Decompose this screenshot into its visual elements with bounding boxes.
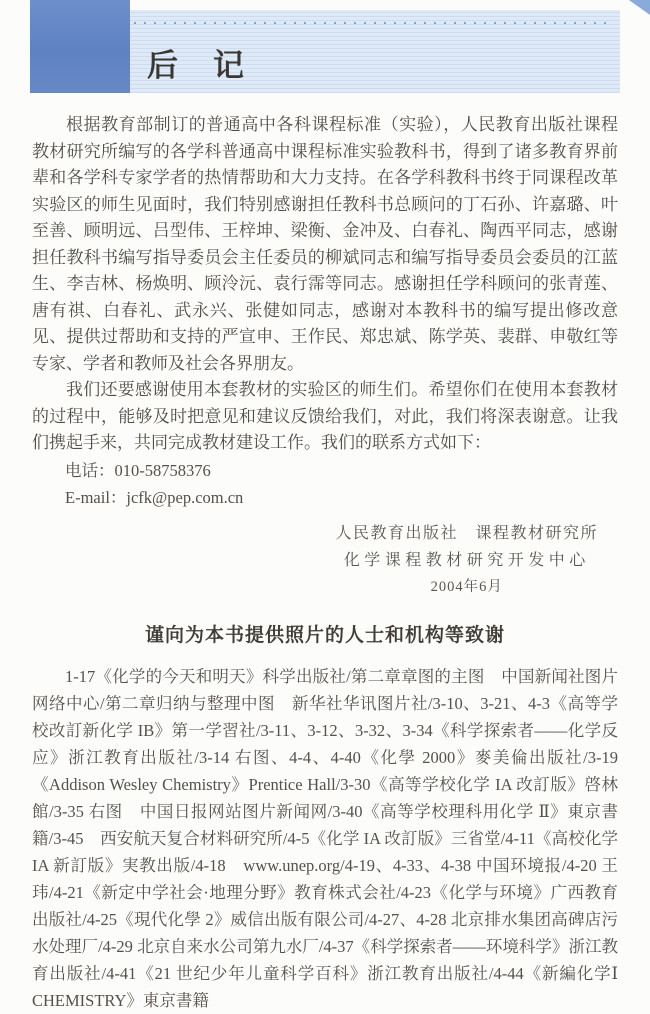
page-body <box>32 112 635 1014</box>
dotted-rule <box>134 22 614 24</box>
contact-phone: 电话：010-58758376 <box>65 460 211 480</box>
signature-date: 2004年6月 <box>430 578 503 595</box>
signature-block <box>32 520 618 600</box>
header-blue-block <box>30 0 130 93</box>
signature-publisher: 人民教育出版社 课程教材研究所 <box>335 524 598 542</box>
corner-triangle-icon <box>629 0 650 15</box>
signature-center: 化学课程教材研究开发中心 <box>343 551 590 569</box>
header-banner <box>130 10 620 93</box>
afterword-paragraph-2: 我们还要感谢使用本套教材的实验区的师生们。希望你们在使用本套教材的过程中，能够及时把意见和建议反馈给我们，对此，我们将深表谢意。让我们携起手来，共同完成教材建设工作。我们的联系方式如下： <box>32 380 618 452</box>
credits-paragraph: 1-17《化学的今天和明天》科学出版社/第二章章图的主图 中国新闻社图片网络中心/第二章归纳与整理中图 新华社华讯图片社/3-10、3-21、4-3《高等学校改訂新化学 IB》第一学習社/3-11、3-12、3-32、3-34《科学探索者——化学反应》浙江教育出版社/3-14 右图、4-4、4-40《化學 2000》麥美倫出版社/3-19《Addison Wesley Chemistry》Prentice Hall/3-30《高等学校化学 IA 改訂版》啓林館/3-35 右图 中国日报网站图片新闻网/3-40《高等学校理科用化学 Ⅱ》東京書籍/3-45 西安航天复合材料研究所/4-5《化学 IA 改訂版》三省堂/4-11《高校化学 IA 新訂版》実教出版/4-18 www.unep.org/4-19、4-33、4-38 中国环境报/4-20 王玮/4-21《新定中学社会·地理分野》教育株式会社/4-23《化学与环境》广西教育出版社/4-25《現代化學 2》威信出版有限公司/4-27、4-28 北京排水集团高碑店污水处理厂/4-29 北京自来水公司第九水厂/4-37《科学探索者——环境科学》浙江教育出版社/4-41《21 世纪少年儿童科学百科》浙江教育出版社/4-44《新編化学Ⅰ CHEMISTRY》東京書籍 <box>32 666 635 1010</box>
page-header <box>0 0 650 94</box>
credits-heading: 谨向为本书提供照片的人士和机构等致谢 <box>144 624 505 646</box>
contact-email: E-mail：jcfk@pep.com.cn <box>65 487 244 507</box>
page-title: 后 记 <box>147 48 246 83</box>
afterword-paragraph-1: 根据教育部制订的普通高中各科课程标准（实验），人民教育出版社课程教材研究所编写的各学科普通高中课程标准实验教科书，得到了诸多教育界前辈和各学科专家学者的热情帮助和大力支持。在各学科教科书终于同课程改革实验区的师生见面时，我们特别感谢担任教科书总顾问的丁石孙、许嘉璐、叶至善、顾明远、吕型伟、王梓坤、梁衡、金冲及、白春礼、陶西平同志，感谢担任教科书编写指导委员会主任委员的柳斌同志和编写指导委员会委员的江蓝生、李吉林、杨焕明、顾泠沅、袁行霈等同志。感谢担任学科顾问的张青莲、唐有祺、白春礼、武永兴、张健如同志，感谢对本教科书的编写提出修改意见、提供过帮助和支持的严宣申、王作民、郑忠斌、陈学英、裴群、申敬红等专家、学者和教师及社会各界朋友。 <box>32 115 618 373</box>
